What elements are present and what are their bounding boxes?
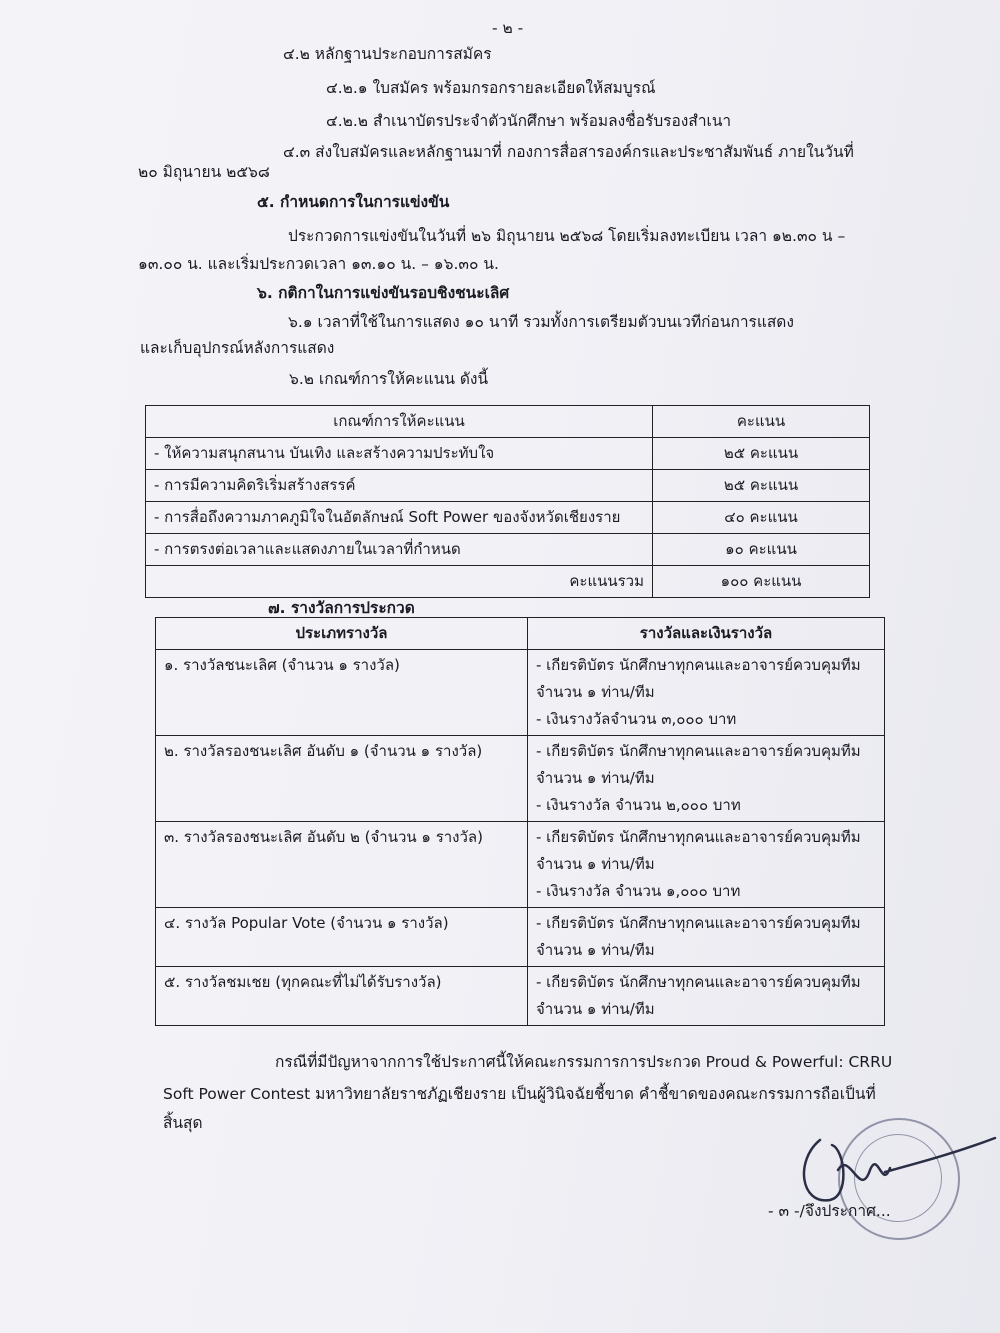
reward-line: จำนวน ๑ ท่าน/ทีม	[536, 855, 655, 873]
table-row	[146, 502, 870, 534]
reward-line: จำนวน ๑ ท่าน/ทีม	[536, 1000, 655, 1018]
prize-type-cell: ๑. รางวัลชนะเลิศ (จำนวน ๑ รางวัล)	[156, 650, 528, 736]
table-row	[156, 650, 885, 736]
prize-reward-cell	[528, 822, 885, 908]
section-5-title: ๕. กำหนดการในการแข่งขัน	[257, 193, 450, 211]
section-4-3-line1: ๔.๓ ส่งใบสมัครและหลักฐานมาที่ กองการสื่อสารองค์กรและประชาสัมพันธ์ ภายในวันที่	[283, 143, 854, 161]
page-number: - ๒ -	[492, 19, 524, 37]
score-cell: ๒๕ คะแนน	[653, 470, 870, 502]
criterion-cell: - ให้ความสนุกสนาน บันเทิง และสร้างความประทับใจ	[146, 438, 653, 470]
reward-line: - เกียรติบัตร นักศึกษาทุกคนและอาจารย์ควบคุมทีม	[536, 656, 861, 674]
section-4-3-line2: ๒๐ มิถุนายน ๒๕๖๘	[138, 163, 270, 181]
score-header-points: คะแนน	[653, 406, 870, 438]
table-row	[146, 438, 870, 470]
criterion-cell: - การตรงต่อเวลาและแสดงภายในเวลาที่กำหนด	[146, 534, 653, 566]
table-row	[146, 406, 870, 438]
prize-reward-cell	[528, 908, 885, 967]
table-row	[156, 618, 885, 650]
reward-line: จำนวน ๑ ท่าน/ทีม	[536, 769, 655, 787]
prize-type-cell: ๔. รางวัล Popular Vote (จำนวน ๑ รางวัล)	[156, 908, 528, 967]
reward-line: จำนวน ๑ ท่าน/ทีม	[536, 941, 655, 959]
reward-line: - เงินรางวัลจำนวน ๓,๐๐๐ บาท	[536, 710, 737, 728]
section-4-2-2: ๔.๒.๒ สำเนาบัตรประจำตัวนักศึกษา พร้อมลงชื่อรับรองสำเนา	[326, 112, 732, 130]
reward-line: - เกียรติบัตร นักศึกษาทุกคนและอาจารย์ควบคุมทีม	[536, 742, 861, 760]
section-6-1-line1: ๖.๑ เวลาที่ใช้ในการแสดง ๑๐ นาที รวมทั้งการเตรียมตัวบนเวทีก่อนการแสดง	[288, 313, 794, 331]
prize-header-type: ประเภทรางวัล	[156, 618, 528, 650]
prize-header-reward: รางวัลและเงินรางวัล	[528, 618, 885, 650]
reward-line: - เงินรางวัล จำนวน ๑,๐๐๐ บาท	[536, 882, 741, 900]
table-row	[156, 822, 885, 908]
section-7-title: ๗. รางวัลการประกวด	[268, 599, 415, 617]
section-6-1-line2: และเก็บอุปกรณ์หลังการแสดง	[140, 339, 335, 357]
table-row	[146, 566, 870, 598]
section-6-2: ๖.๒ เกณฑ์การให้คะแนน ดังนี้	[289, 370, 489, 388]
closing-line1: กรณีที่มีปัญหาจากการใช้ประกาศนี้ให้คณะกรรมการการประกวด Proud & Powerful: CRRU	[275, 1053, 893, 1071]
score-header-criterion: เกณฑ์การให้คะแนน	[146, 406, 653, 438]
next-page-reference: - ๓ -/จึงประกาศ...	[768, 1202, 891, 1220]
section-5-line1: ประกวดการแข่งขันในวันที่ ๒๖ มิถุนายน ๒๕๖๘ โดยเริ่มลงทะเบียน เวลา ๑๒.๓๐ น –	[288, 227, 846, 245]
section-4-2-1: ๔.๒.๑ ใบสมัคร พร้อมกรอกรายละเอียดให้สมบูรณ์	[326, 79, 656, 97]
section-6-title: ๖. กติกาในการแข่งขันรอบชิงชนะเลิศ	[257, 284, 510, 302]
reward-line: - เกียรติบัตร นักศึกษาทุกคนและอาจารย์ควบคุมทีม	[536, 914, 861, 932]
score-table	[145, 405, 870, 598]
reward-line: จำนวน ๑ ท่าน/ทีม	[536, 683, 655, 701]
total-label-cell: คะแนนรวม	[146, 566, 653, 598]
prize-type-cell: ๓. รางวัลรองชนะเลิศ อันดับ ๒ (จำนวน ๑ รางวัล)	[156, 822, 528, 908]
prize-type-cell: ๒. รางวัลรองชนะเลิศ อันดับ ๑ (จำนวน ๑ รางวัล)	[156, 736, 528, 822]
reward-line: - เงินรางวัล จำนวน ๒,๐๐๐ บาท	[536, 796, 741, 814]
prize-reward-cell	[528, 967, 885, 1026]
closing-line2: Soft Power Contest มหาวิทยาลัยราชภัฏเชียงราย เป็นผู้วินิจฉัยชี้ขาด คำชี้ขาดของคณะกรรมการถือเป็นที่	[163, 1085, 876, 1103]
closing-line3: สิ้นสุด	[163, 1114, 203, 1132]
section-5-line2: ๑๓.๐๐ น. และเริ่มประกวดเวลา ๑๓.๑๐ น. – ๑๖.๓๐ น.	[138, 255, 499, 273]
criterion-cell: - การสื่อถึงความภาคภูมิใจในอัตลักษณ์ Soft Power ของจังหวัดเชียงราย	[146, 502, 653, 534]
prize-reward-cell	[528, 736, 885, 822]
prize-reward-cell	[528, 650, 885, 736]
section-4-2-title: ๔.๒ หลักฐานประกอบการสมัคร	[283, 45, 492, 63]
table-row	[156, 908, 885, 967]
criterion-cell: - การมีความคิดริเริ่มสร้างสรรค์	[146, 470, 653, 502]
prize-type-cell: ๕. รางวัลชมเชย (ทุกคณะที่ไม่ได้รับรางวัล)	[156, 967, 528, 1026]
score-cell: ๔๐ คะแนน	[653, 502, 870, 534]
table-row	[156, 736, 885, 822]
table-row	[146, 534, 870, 566]
score-cell: ๒๕ คะแนน	[653, 438, 870, 470]
prize-table	[155, 617, 885, 1026]
table-row	[156, 967, 885, 1026]
table-row	[146, 470, 870, 502]
score-cell: ๑๐ คะแนน	[653, 534, 870, 566]
reward-line: - เกียรติบัตร นักศึกษาทุกคนและอาจารย์ควบคุมทีม	[536, 828, 861, 846]
reward-line: - เกียรติบัตร นักศึกษาทุกคนและอาจารย์ควบคุมทีม	[536, 973, 861, 991]
total-score-cell: ๑๐๐ คะแนน	[653, 566, 870, 598]
